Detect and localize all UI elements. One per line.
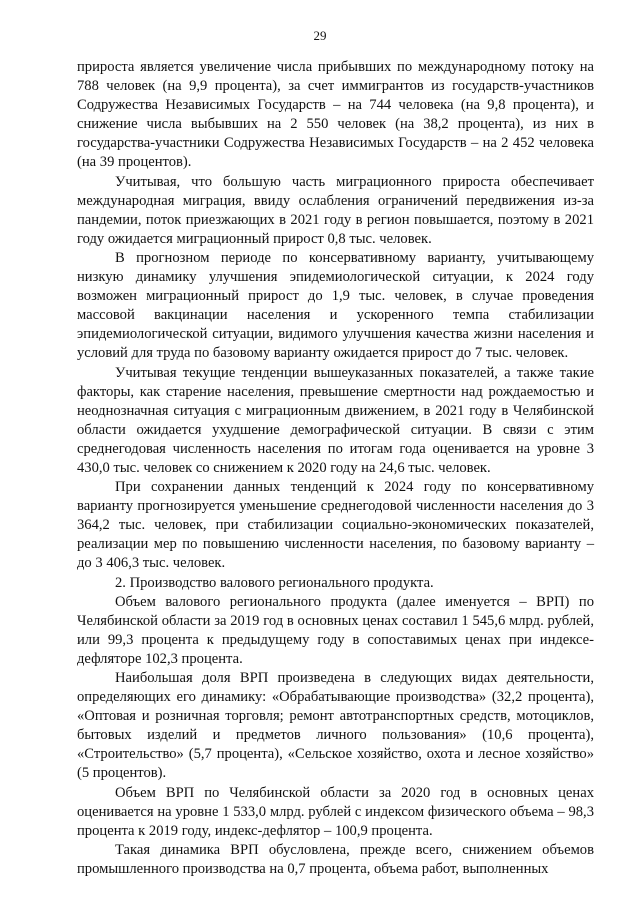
paragraph-population-forecast: При сохранении данных тенденций к 2024 году по консервативному варианту прогнозируется уменьшение среднегодовой численности населения до 3 364,2 тыс. человек, при стабилизации социально-экономических показателей, реализации мер по повышению численности населения, по базовому варианту – до 3 406,3 тыс. человек. bbox=[77, 479, 594, 572]
paragraph-demographic-situation: Учитывая текущие тенденции вышеуказанных показателей, а также такие факторы, как старение населения, превышение смертности над рождаемостью и неоднозначная ситуация с миграционным движением, в 2021 году в Челябинской области ожидается ухудшение демографической ситуации. В связи с этим среднегодовая численность населения по итогам года оценивается на уровне 3 430,0 тыс. человек со снижением к 2020 году на 24,6 тыс. человек. bbox=[77, 364, 594, 476]
paragraph-grp-2019: Объем валового регионального продукта (далее именуется – ВРП) по Челябинской области за 2019 год в основных ценах составил 1 545,6 млрд. рублей, или 99,3 процента к предыдущему году в сопоставимых ценах при индексе-дефляторе 102,3 процента. bbox=[77, 593, 594, 667]
paragraph-forecast-migration: В прогнозном периоде по консервативному варианту, учитывающему низкую динамику улучшения эпидемиологической ситуации, к 2024 году возможен миграционный прирост до 1,9 тыс. человек, в случае проведения массовой вакцинации населения и ускоренного темпа стабилизации эпидемиологической ситуации, видимого улучшения качества жизни населения и условий для труда по базовому варианту ожидается прирост до 7 тыс. человек. bbox=[77, 249, 594, 362]
paragraph-migration-growth: прироста является увеличение числа прибывших по международному потоку на 788 человек (на 9,9 процента), за счет иммигрантов из государств-участников Содружества Независимых Государств – на 744 человека (на 9,8 процента), и снижение числа выбывших на 2 550 человек (на 38,2 процента), из них в государства-участники Содружества Независимых Государств – на 2 452 человека (на 39 процентов). bbox=[77, 59, 594, 171]
body-text bbox=[77, 58, 594, 879]
section-heading-grp: 2. Производство валового регионального продукта. bbox=[115, 574, 434, 591]
paragraph-grp-structure: Наибольшая доля ВРП произведена в следующих видах деятельности, определяющих его динамику: «Обрабатывающие производства» (32,2 процента), «Оптовая и розничная торговля; ремонт автотранспортных средств, мотоциклов, бытовых изделий и предметов личного пользования» (10,6 процента), «Строительство» (5,7 процента), «Сельское хозяйство, охота и лесное хозяйство» (5 процентов). bbox=[77, 670, 594, 782]
paragraph-international-migration: Учитывая, что большую часть миграционного прироста обеспечивает международная миграция, ввиду ослабления ограничений передвижения из-за пандемии, поток приезжающих в 2021 году в регион повышается, поэтому в 2021 году ожидается миграционный прирост 0,8 тыс. человек. bbox=[77, 173, 594, 247]
paragraph-grp-2020: Объем ВРП по Челябинской области за 2020 год в основных ценах оценивается на уровне 1 533,0 млрд. рублей с индексом физического объема – 98,3 процента к 2019 году, индекс-дефлятор – 100,9 процента. bbox=[77, 784, 594, 839]
paragraph-grp-dynamics: Такая динамика ВРП обусловлена, прежде всего, снижением объемов промышленного производства на 0,7 процента, объема работ, выполненных bbox=[77, 841, 594, 877]
page-number: 29 bbox=[313, 28, 327, 43]
